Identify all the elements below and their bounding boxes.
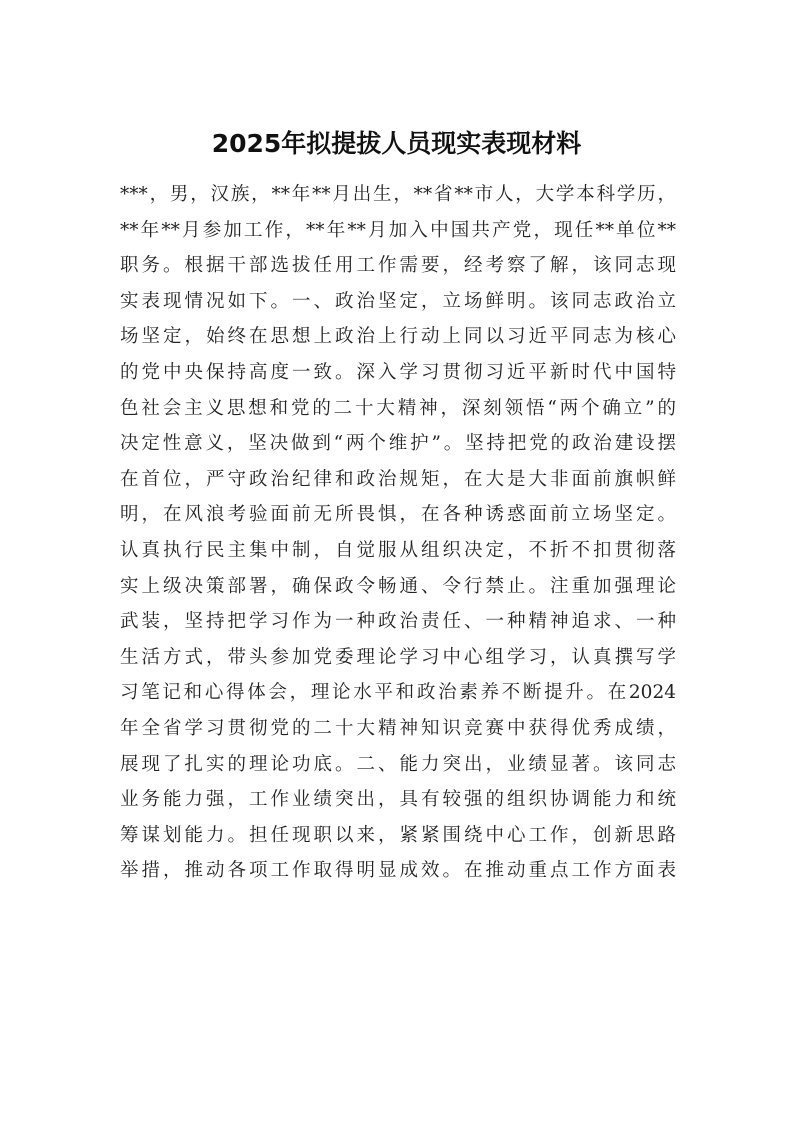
body-line: 实表现情况如下。一、政治坚定，立场鲜明。该同志政治立 [120,290,676,312]
body-line: **年**月参加工作，**年**月加入中国共产党，现任**单位** [120,219,676,241]
body-line: 明，在风浪考验面前无所畏惧，在各种诱惑面前立场坚定。 [120,504,676,526]
body-line: 决定性意义，坚决做到“两个维护”。坚持把党的政治建设摆 [120,433,676,455]
body-line: 展现了扎实的理论功底。二、能力突出，业绩显著。该同志 [120,753,676,775]
body-line: 在首位，严守政治纪律和政治规矩，在大是大非面前旗帜鲜 [120,468,676,490]
body-line: 年全省学习贯彻党的二十大精神知识竞赛中获得优秀成绩， [120,717,676,739]
body-line: 场坚定，始终在思想上政治上行动上同以习近平同志为核心 [120,326,676,348]
document-title: 2025年拟提拔人员现实表现材料 [211,129,582,158]
document-body [120,177,676,889]
body-line: 实上级决策部署，确保政令畅通、令行禁止。注重加强理论 [120,575,676,597]
body-line: 习笔记和心得体会，理论水平和政治素养不断提升。在2024 [120,682,676,704]
body-line: 的党中央保持高度一致。深入学习贯彻习近平新时代中国特 [120,361,676,383]
body-line: 色社会主义思想和党的二十大精神，深刻领悟“两个确立”的 [120,397,676,419]
body-line: 职务。根据干部选拔任用工作需要，经考察了解，该同志现 [120,255,676,277]
body-line: 筹谋划能力。担任现职以来，紧紧围绕中心工作，创新思路 [120,824,676,846]
body-line: 生活方式，带头参加党委理论学习中心组学习，认真撰写学 [120,646,676,668]
body-line: 业务能力强，工作业绩突出，具有较强的组织协调能力和统 [120,789,676,811]
body-line: ***，男，汉族，**年**月出生，**省**市人，大学本科学历， [120,184,676,205]
body-line: 认真执行民主集中制，自觉服从组织决定，不折不扣贯彻落 [120,539,676,561]
body-line: 武装，坚持把学习作为一种政治责任、一种精神追求、一种 [120,611,676,633]
body-line: 举措，推动各项工作取得明显成效。在推动重点工作方面表 [120,860,676,882]
